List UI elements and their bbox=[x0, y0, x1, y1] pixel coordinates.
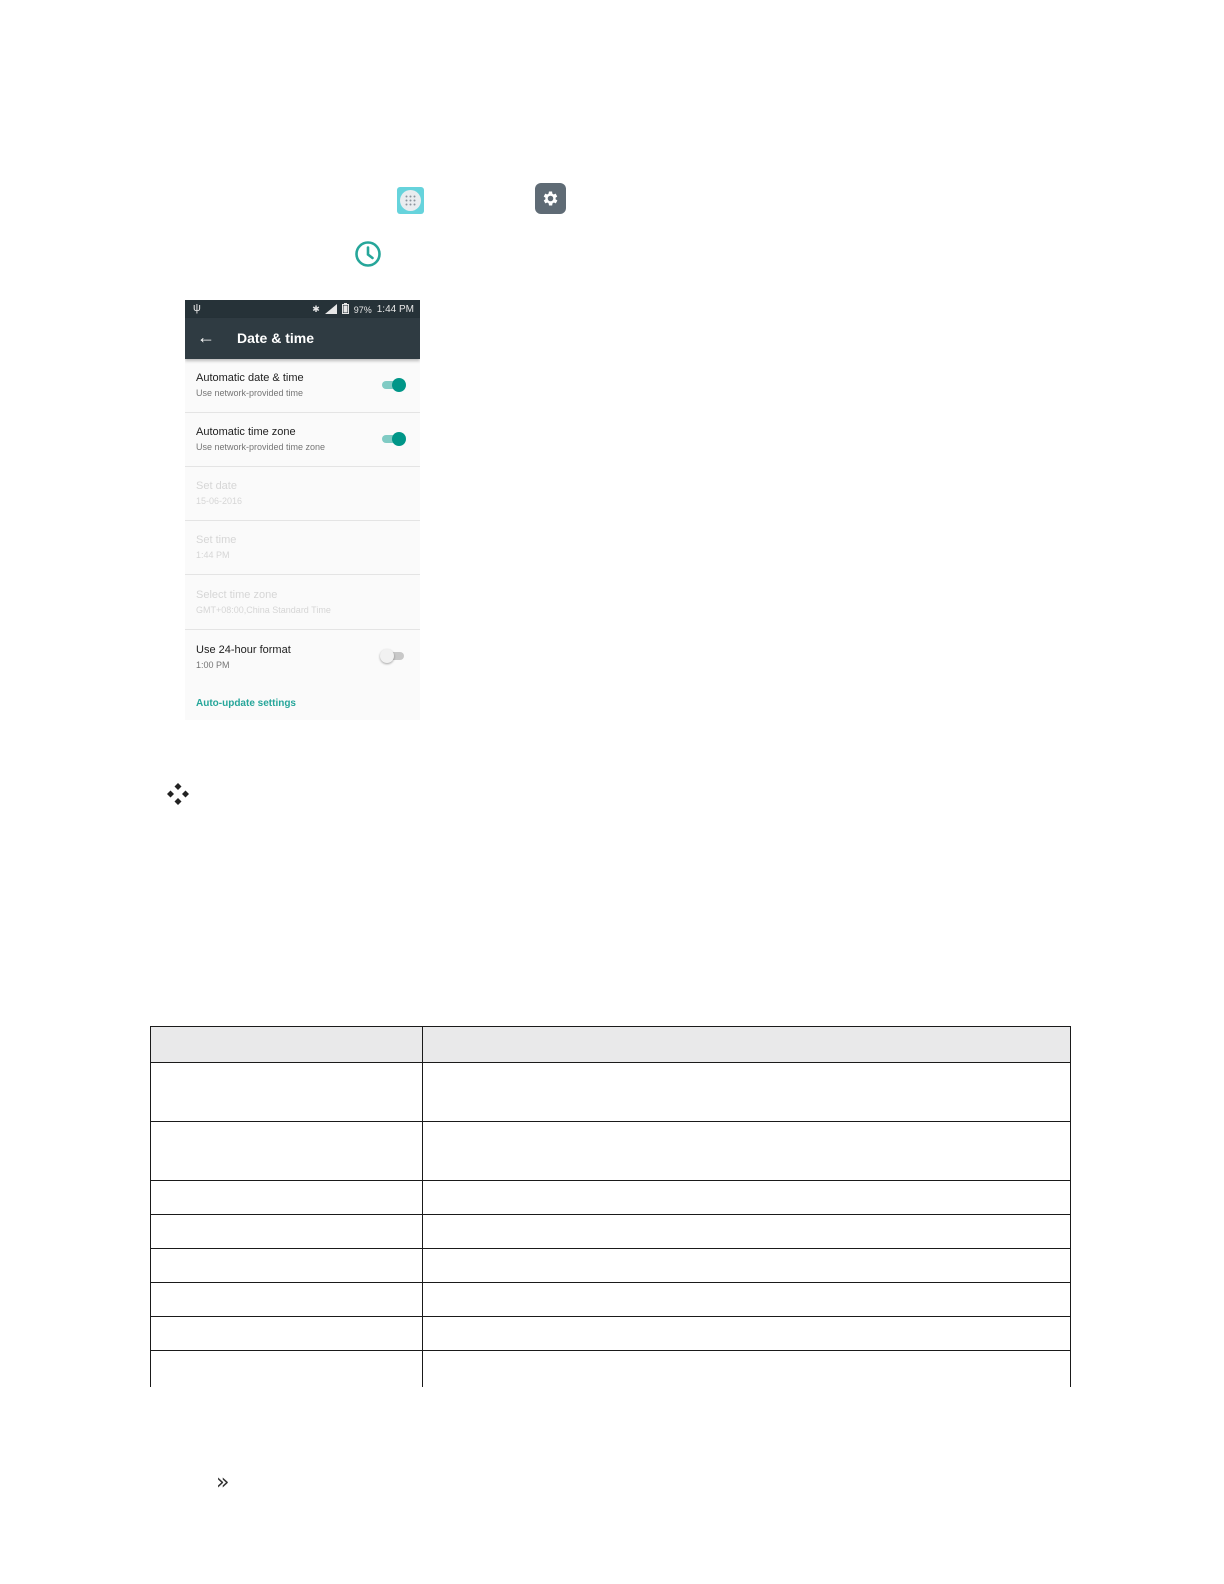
table-row bbox=[151, 1215, 1071, 1249]
settings-gear-icon bbox=[535, 183, 566, 214]
pref-title: Set date bbox=[196, 480, 237, 492]
back-arrow-icon[interactable]: ← bbox=[197, 327, 215, 347]
app-bar bbox=[185, 318, 420, 359]
table-cell bbox=[423, 1283, 1071, 1317]
table-row bbox=[151, 1181, 1071, 1215]
page-title: Date & time bbox=[237, 330, 315, 346]
table-cell bbox=[151, 1063, 423, 1122]
phone-screenshot bbox=[185, 300, 420, 720]
pref-summary: Use network-provided time zone bbox=[196, 442, 326, 452]
table-cell bbox=[151, 1215, 423, 1249]
table-cell bbox=[423, 1351, 1071, 1388]
table-cell bbox=[423, 1249, 1071, 1283]
settings-table bbox=[150, 1026, 1071, 1387]
pref-title: Set time bbox=[196, 534, 237, 546]
pref-automatic-date-time[interactable] bbox=[185, 359, 420, 413]
battery-icon bbox=[342, 303, 349, 316]
pref-title: Select time zone bbox=[196, 589, 278, 601]
table-row bbox=[151, 1283, 1071, 1317]
chevron-icon: » bbox=[216, 1470, 230, 1495]
table-cell bbox=[151, 1351, 423, 1388]
pref-title: Use 24-hour format bbox=[196, 644, 291, 656]
status-bar bbox=[185, 300, 420, 318]
pref-use-24-hour-format[interactable] bbox=[185, 631, 420, 685]
pref-select-time-zone bbox=[185, 576, 420, 630]
pref-set-date bbox=[185, 467, 420, 521]
table-cell bbox=[151, 1283, 423, 1317]
table-row bbox=[151, 1249, 1071, 1283]
bluetooth-icon: ✱ bbox=[312, 304, 320, 314]
clock-icon bbox=[353, 239, 383, 269]
usb-icon: ψ bbox=[193, 302, 201, 314]
pref-summary: 1:44 PM bbox=[196, 550, 230, 560]
pref-title: Automatic time zone bbox=[196, 426, 296, 438]
table-cell bbox=[423, 1181, 1071, 1215]
table-cell bbox=[151, 1122, 423, 1181]
table-cell bbox=[423, 1215, 1071, 1249]
table-row bbox=[151, 1122, 1071, 1181]
battery-percent: 97% bbox=[353, 304, 372, 315]
pref-automatic-time-zone[interactable] bbox=[185, 413, 420, 467]
table-cell bbox=[423, 1317, 1071, 1351]
table-cell bbox=[151, 1249, 423, 1283]
table-header-row bbox=[151, 1027, 1071, 1063]
pref-summary: 1:00 PM bbox=[196, 660, 230, 670]
status-time: 1:44 PM bbox=[376, 304, 414, 315]
pref-summary: Use network-provided time bbox=[196, 388, 304, 398]
diamond-bullet-icon bbox=[166, 782, 190, 806]
table-row bbox=[151, 1063, 1071, 1122]
pref-title: Automatic date & time bbox=[196, 372, 304, 384]
table-cell bbox=[423, 1122, 1071, 1181]
signal-icon bbox=[325, 304, 337, 316]
table-row bbox=[151, 1351, 1071, 1388]
pref-summary: 15-06-2016 bbox=[196, 496, 243, 506]
table-header-cell bbox=[423, 1027, 1071, 1063]
table-header-cell bbox=[151, 1027, 423, 1063]
table-cell bbox=[151, 1317, 423, 1351]
pref-summary: GMT+08:00,China Standard Time bbox=[196, 605, 331, 615]
table-cell bbox=[151, 1181, 423, 1215]
automatic-time-zone-toggle[interactable] bbox=[380, 432, 406, 446]
table-cell bbox=[423, 1063, 1071, 1122]
apps-icon bbox=[397, 187, 424, 214]
use-24-hour-format-toggle[interactable] bbox=[380, 649, 406, 663]
table-row bbox=[151, 1317, 1071, 1351]
pref-set-time bbox=[185, 521, 420, 575]
automatic-date-time-toggle[interactable] bbox=[380, 378, 406, 392]
auto-update-settings-link[interactable]: Auto-update settings bbox=[196, 698, 296, 709]
